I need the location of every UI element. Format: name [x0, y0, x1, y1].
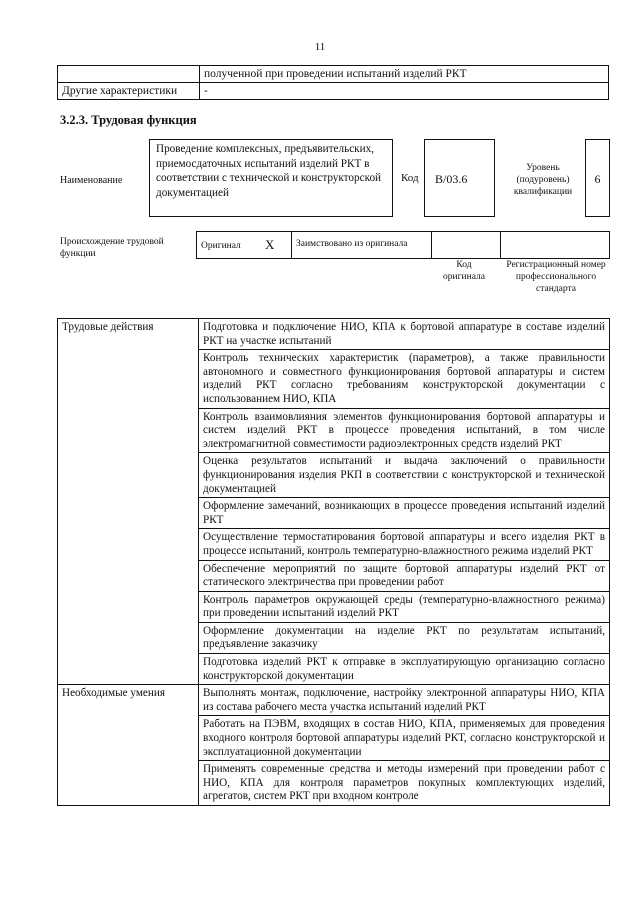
section-item: Осуществление термостатирования бортовой аппаратуры и всего изделия РКТ в процессе испытаний, контроль температурно-влажностного режима изделий РКТ — [199, 529, 610, 560]
level-value: 6 — [585, 139, 610, 217]
continuation-label: Другие характеристики — [58, 83, 200, 100]
table-row — [58, 685, 610, 716]
section-item: Оформление документации на изделие РКТ по результатам испытаний, предъявление заказчику — [199, 622, 610, 653]
continuation-value: полученной при проведении испытаний изделий РКТ — [200, 66, 609, 83]
section-item: Выполнять монтаж, подключение, настройку электронной аппаратуры НИО, КПА из состава рабочего места участка испытаний изделий РКТ — [199, 685, 610, 716]
origin-label: Происхождение трудовой функции — [60, 237, 164, 259]
function-table — [57, 318, 610, 806]
origin-code-cell — [431, 231, 501, 259]
section-item: Применять современные средства и методы измерений при проведении работ с НИО, КПА для контроля параметров покупных комплектующих изделий, агрегатов, систем РКТ при входном контроле — [199, 761, 610, 806]
original-label: Оригинал — [201, 241, 241, 251]
section-item: Оформление замечаний, возникающих в процессе проведения испытаний изделий РКТ — [199, 498, 610, 529]
original-mark: X — [265, 237, 275, 252]
section-item: Оценка результатов испытаний и выдача заключений о правильности функционирования изделия РКП в соответствии с конструкторской и технической документацией — [199, 453, 610, 498]
reg-number-cell — [500, 231, 610, 259]
page-number: 11 — [314, 41, 326, 53]
section-item: Контроль технических характеристик (параметров), а также правильности автономного и совместного функционирования бортовой аппаратуры и систем изделий РКТ согласно требованиям конструкторской документации с использованием НИО, КПА — [199, 350, 610, 408]
section-item: Подготовка изделий РКТ к отправке в эксплуатирующую организацию согласно конструкторской документации — [199, 654, 610, 685]
section-item: Подготовка и подключение НИО, КПА к бортовой аппаратуре в составе изделий РКТ на участке испытаний — [199, 319, 610, 350]
section-title: Трудовые действия — [58, 319, 199, 685]
original-cell — [196, 231, 292, 259]
borrowed-label: Заимствовано из оригинала — [296, 239, 408, 249]
code-caption: Код оригинала — [443, 260, 485, 282]
continuation-label — [58, 66, 200, 83]
level-label: Уровень (подуровень) квалификации — [513, 163, 573, 197]
section-item: Контроль параметров окружающей среды (температурно-влажностного режима) при проведении испытаний изделий РКТ — [199, 591, 610, 622]
table-row — [58, 83, 609, 100]
table-row — [58, 319, 610, 350]
section-item: Работать на ПЭВМ, входящих в состав НИО, КПА, применяемых для проведения входного контроля бортовой аппаратуры изделий РКТ, согласно конструкторской и эксплуатационной документации — [199, 716, 610, 761]
table-row — [58, 66, 609, 83]
name-label: Наименование — [60, 175, 123, 186]
continuation-value: - — [200, 83, 609, 100]
code-value: B/03.6 — [424, 139, 495, 217]
code-label: Код — [401, 172, 419, 184]
continuation-table — [57, 65, 609, 100]
borrowed-cell — [291, 231, 432, 259]
section-title: Необходимые умения — [58, 685, 199, 806]
reg-caption: Регистрационный номер профессионального стандарта — [506, 260, 606, 294]
function-name: Проведение комплексных, предъявительских, приемосдаточных испытаний изделий РКТ в соответствии с технической и конструкторской документацией — [149, 139, 393, 217]
section-item: Контроль взаимовлияния элементов функционирования бортовой аппаратуры и систем изделий РКТ в процессе проведения испытаний, в том числе электромагнитной совместимости радиоэлектронных средств изделий РКТ — [199, 408, 610, 453]
section-item: Обеспечение мероприятий по защите бортовой аппаратуры изделий РКТ от статического электричества при проведении работ — [199, 560, 610, 591]
section-heading: 3.2.3. Трудовая функция — [60, 113, 197, 127]
